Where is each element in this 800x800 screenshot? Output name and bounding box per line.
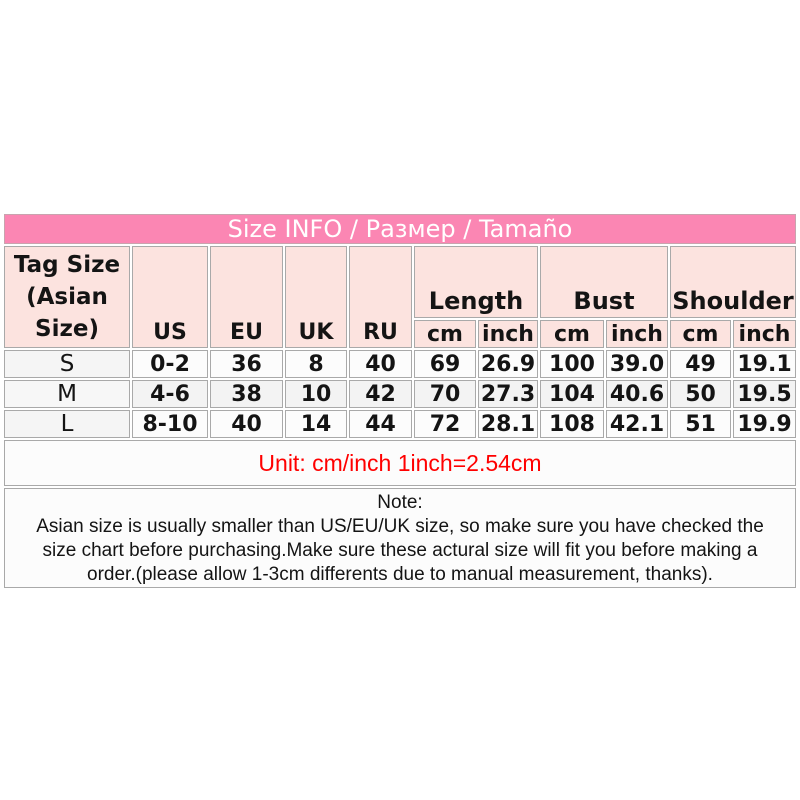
- col-header-uk: UK: [285, 246, 347, 348]
- cell-shoulder-cm: 49: [670, 350, 731, 378]
- cell-ru: 44: [349, 410, 412, 438]
- cell-shoulder-inch: 19.9: [733, 410, 796, 438]
- cell-bust-cm: 104: [540, 380, 604, 408]
- size-chart-table: [2, 212, 798, 590]
- cell-length-inch: 27.3: [478, 380, 538, 408]
- cell-bust-inch: 39.0: [606, 350, 668, 378]
- note-cell: [4, 488, 796, 588]
- col-group-bust: Bust: [540, 246, 668, 318]
- cell-ru: 42: [349, 380, 412, 408]
- tag-size-line-1: Tag Size: [13, 252, 121, 278]
- cell-shoulder-cm: 50: [670, 380, 731, 408]
- col-group-shoulder: Shoulder: [670, 246, 796, 318]
- cell-us: 8-10: [132, 410, 208, 438]
- cell-eu: 40: [210, 410, 283, 438]
- col-header-bust-cm: cm: [540, 320, 604, 348]
- cell-us: 0-2: [132, 350, 208, 378]
- cell-uk: 8: [285, 350, 347, 378]
- tag-size-line-2: (Asian: [26, 284, 108, 310]
- note-line-1: Asian size is usually smaller than US/EU/UK size, so make sure you have checked the: [36, 516, 764, 537]
- cell-shoulder-inch: 19.5: [733, 380, 796, 408]
- cell-tag: M: [4, 380, 130, 408]
- cell-tag: S: [4, 350, 130, 378]
- cell-uk: 10: [285, 380, 347, 408]
- col-header-eu: EU: [210, 246, 283, 348]
- col-header-shoulder-inch: inch: [733, 320, 796, 348]
- col-header-us: US: [132, 246, 208, 348]
- title-row: [4, 214, 796, 244]
- row-s: [4, 350, 796, 378]
- col-header-ru: RU: [349, 246, 412, 348]
- cell-ru: 40: [349, 350, 412, 378]
- cell-tag: L: [4, 410, 130, 438]
- cell-us: 4-6: [132, 380, 208, 408]
- cell-shoulder-cm: 51: [670, 410, 731, 438]
- header-group-row: [4, 246, 796, 318]
- col-group-length: Length: [414, 246, 538, 318]
- col-header-shoulder-cm: cm: [670, 320, 731, 348]
- cell-bust-cm: 100: [540, 350, 604, 378]
- unit-note-text: Unit: cm/inch 1inch=2.54cm: [4, 440, 796, 486]
- tag-size-line-3: Size): [35, 316, 99, 342]
- table-title: Size INFO / Размер / Tamaño: [4, 214, 796, 244]
- cell-eu: 36: [210, 350, 283, 378]
- cell-shoulder-inch: 19.1: [733, 350, 796, 378]
- cell-length-cm: 69: [414, 350, 476, 378]
- col-header-tag-size: [4, 246, 130, 348]
- cell-length-inch: 26.9: [478, 350, 538, 378]
- note-heading: Note:: [377, 492, 423, 513]
- row-m: [4, 380, 796, 408]
- col-header-length-inch: inch: [478, 320, 538, 348]
- col-header-length-cm: cm: [414, 320, 476, 348]
- cell-length-inch: 28.1: [478, 410, 538, 438]
- cell-bust-inch: 42.1: [606, 410, 668, 438]
- unit-row: [4, 440, 796, 486]
- note-line-2: size chart before purchasing.Make sure these actural size will fit you before making a: [42, 540, 758, 561]
- note-row: [4, 488, 796, 588]
- col-header-bust-inch: inch: [606, 320, 668, 348]
- cell-bust-inch: 40.6: [606, 380, 668, 408]
- cell-length-cm: 72: [414, 410, 476, 438]
- cell-uk: 14: [285, 410, 347, 438]
- row-l: [4, 410, 796, 438]
- note-line-3: order.(please allow 1-3cm differents due to manual measurement, thanks).: [87, 564, 713, 585]
- cell-bust-cm: 108: [540, 410, 604, 438]
- cell-length-cm: 70: [414, 380, 476, 408]
- cell-eu: 38: [210, 380, 283, 408]
